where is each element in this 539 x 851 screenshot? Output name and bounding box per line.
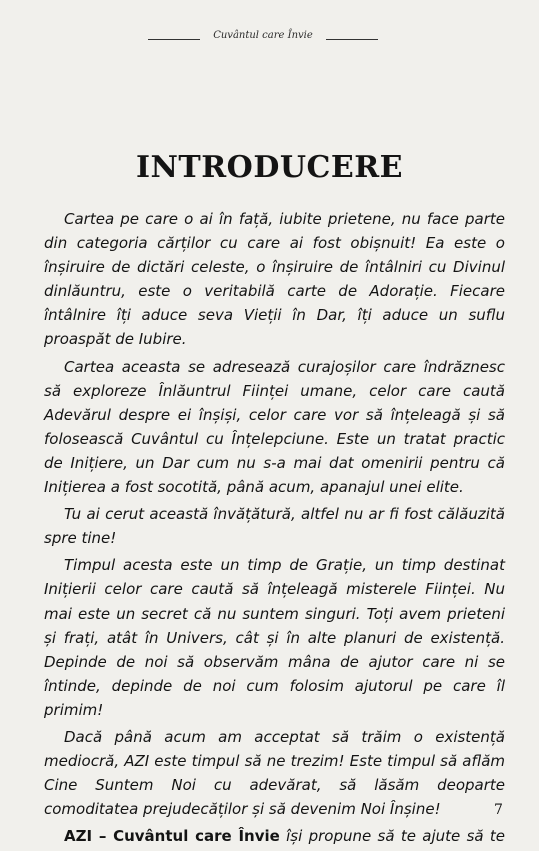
paragraph-6 [44,824,505,848]
running-title: Cuvântul care Învie [213,30,313,41]
paragraph-5: Dacă până acum am acceptat să trăim o existență mediocră, AZI este timpul să ne trezim! Este timpul să aflăm Cine Suntem Noi cu adevărat, să lăsăm deoparte comoditatea prejudecăților și să devenim Noi Înșine! [44,727,505,819]
running-header [148,28,378,48]
paragraph-2: Cartea aceasta se adresează curajoșilor care îndrăznesc să exploreze Înlăuntrul Ființei umane, celor care caută Adevărul despre ei înșiși, celor care vor să înțeleagă și să folosească Cuvântul cu Înțelepciune. Este un tratat practic de Inițiere, un Dar cum nu s-a mai dat omenirii pentru că Inițierea a fost socotită, până acum, apanajul unei elite. [44,357,505,497]
page-number: 7 [494,802,503,818]
paragraph-6-text: își propune să te ajute să te [279,827,505,846]
header-rule-right [326,39,378,40]
paragraph-4: Timpul acesta este un timp de Grație, un timp destinat Inițierii celor care caută să înțeleagă misterele Ființei. Nu mai este un secret că nu suntem singuri. Toți avem prieteni și frați, atât în Univers, cât și în alte planuri de existență. Depinde de noi să observăm mâna de ajutor care ni se întinde, depinde de noi cum folosim ajutorul pe care îl primim! [44,556,505,719]
body-text [44,207,505,851]
chapter-title: INTRODUCERE [135,150,404,185]
paragraph-3: Tu ai cerut această învățătură, altfel nu ar fi fost călăuzită spre tine! [44,505,505,548]
paragraph-1: Cartea pe care o ai în față, iubite prietene, nu face parte din categoria cărților cu care ai fost obișnuit! Ea este o înșiruire de dictări celeste, o înșiruire de întâlniri cu Divinul dinlăuntru, este o veritabilă carte de Adorație. Fiecare întâlnire îți aduce seva Vieții în Dar, îți aduce un suflu proaspăt de Iubire. [44,210,505,349]
header-rule-left [148,39,200,40]
book-title-emphasis: AZI – Cuvântul care Învie [64,827,280,846]
